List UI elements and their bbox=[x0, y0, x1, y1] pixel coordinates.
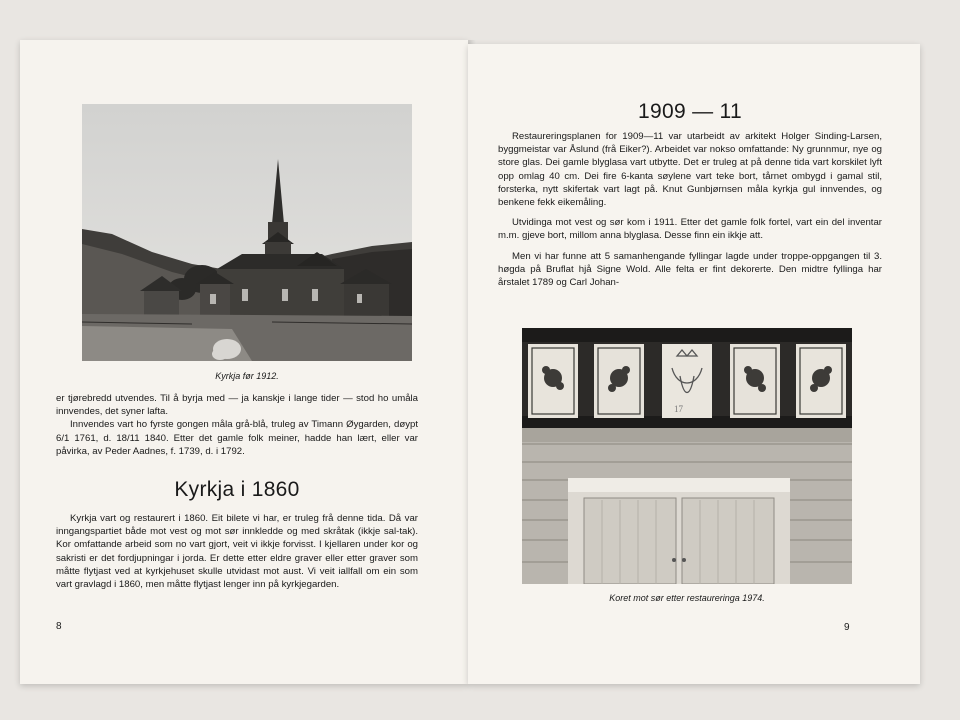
choir-photo bbox=[522, 328, 852, 584]
paragraph: Restaureringsplanen for 1909—11 var utarbeidt av arkitekt Holger Sinding-Larsen, byggmeistar var Åslund (frå Eiker?). Arbeidet var nokso omfattande: Ny grunnmur, nye og store glas. Dei gamle blyglasa vart utbytte. Det er truleg at på denne tida vart korskilet lyft opp omlag 40 cm. Dei fire 6-kanta søylene vart teke bort, tårnet ombygd i gamal stil, forsterka, nytt skifertak vart lagt på. Knut Gunbjørnsen måla kyrkja gul innvendes, og benkene fekk eikemåling. bbox=[498, 131, 882, 209]
right-page bbox=[468, 44, 920, 684]
panel-year-text: 17 bbox=[674, 404, 683, 414]
paragraph: Men vi har funne att 5 samanhengande fyllingar lagde under troppe-oppgangen til 3. høgda på Bruflat hjå Signe Wold. Alle felta er fint dekorerte. Den midtre fyllinga har årstalet 1789 og Carl Johan- bbox=[498, 250, 882, 289]
choir-photo-caption: Koret mot sør etter restaureringa 1974. bbox=[609, 593, 765, 603]
left-page bbox=[20, 40, 468, 684]
page-number-left: 8 bbox=[56, 621, 62, 632]
page-number-right: 9 bbox=[844, 622, 850, 633]
church-photo-graphic bbox=[82, 104, 412, 361]
church-photo-caption: Kyrkja før 1912. bbox=[215, 371, 279, 381]
left-text-top bbox=[56, 392, 418, 465]
section-heading-1860: Kyrkja i 1860 bbox=[174, 478, 300, 501]
left-text-bottom bbox=[56, 512, 418, 598]
paragraph: Innvendes vart ho fyrste gongen måla grå-blå, truleg av Timann Øygarden, døypt 6/1 1761, d. 18/11 1840. Etter det gamle folk meiner, hadde han lært, eller var påvirka, av Peder Aadnes, f. 1739, d. i 1792. bbox=[56, 419, 418, 457]
right-text bbox=[498, 130, 882, 296]
choir-photo-graphic bbox=[522, 328, 852, 584]
paragraph: er tjørebredd utvendes. Til å byrja med — ja kanskje i lange tider — stod ho umåla innvendes, det syner lafta. bbox=[56, 393, 418, 418]
section-heading-1909: 1909 — 11 bbox=[638, 100, 742, 123]
paragraph: Kyrkja vart og restaurert i 1860. Eit bilete vi har, er truleg frå denne tida. Då var inngangspartiet både mot vest og mot sør innkledde og med skråtak (ikkje sal-tak). Kor omfattande arbeid som no vart gjort, veit vi ikkje forvisst. I kjellaren under kor og sakristi er det fordjupningar i jorda. Er dette etter eldre graver eller etter graver som måtte flytjast ved at kyrkjehuset skulle utvidast mot aust. Vi veit iallfall om ein som vart gravlagd i 1860, men måtte flytjast lenger inn på kyrkjegarden. bbox=[56, 513, 418, 591]
paragraph: Utvidinga mot vest og sør kom i 1911. Etter det gamle folk fortel, vart ein del inventar m.m. gjeve bort, millom anna blyglasa. Desse finn ein ikkje att. bbox=[498, 217, 882, 242]
church-photo bbox=[82, 104, 412, 361]
